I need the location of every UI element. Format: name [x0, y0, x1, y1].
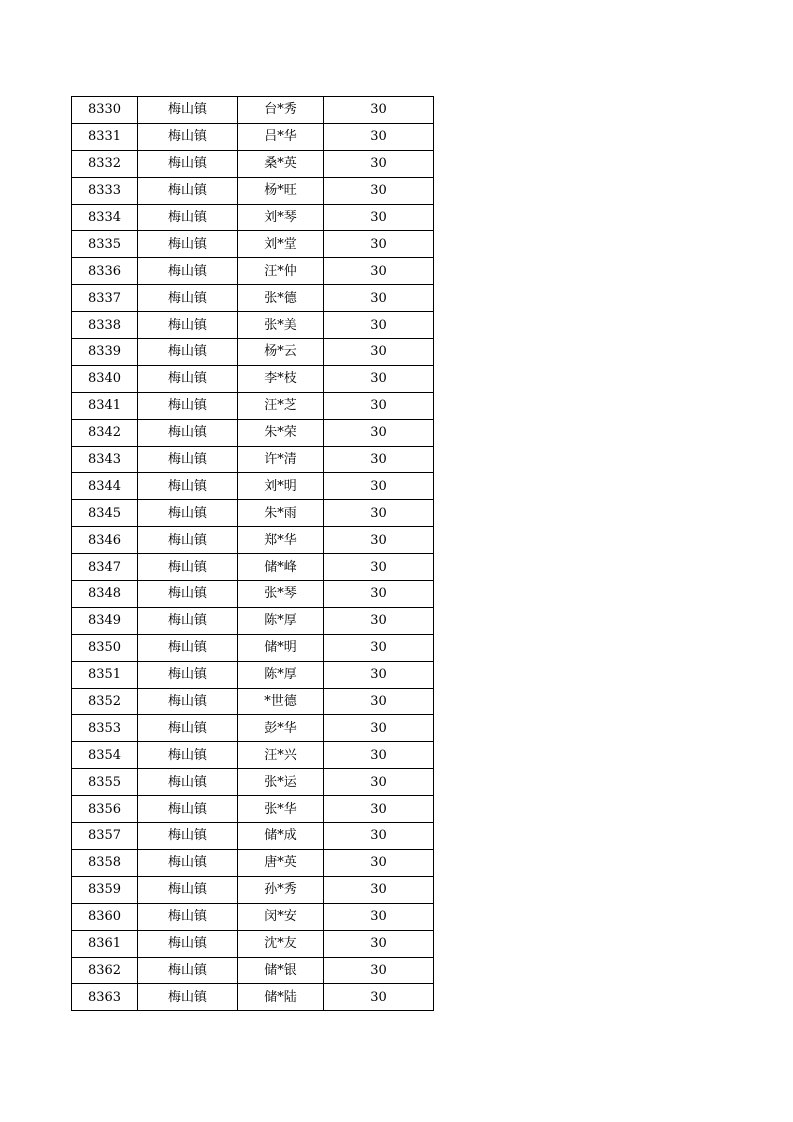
row-id-cell: 8360 — [72, 903, 138, 930]
amount-cell: 30 — [324, 903, 434, 930]
town-cell: 梅山镇 — [138, 849, 238, 876]
amount-cell: 30 — [324, 823, 434, 850]
name-cell: 郑*华 — [238, 527, 324, 554]
town-cell: 梅山镇 — [138, 123, 238, 150]
town-cell: 梅山镇 — [138, 688, 238, 715]
name-cell: 刘*琴 — [238, 204, 324, 231]
town-cell: 梅山镇 — [138, 392, 238, 419]
table-body — [72, 97, 434, 1011]
table-row — [72, 581, 434, 608]
town-cell: 梅山镇 — [138, 527, 238, 554]
town-cell: 梅山镇 — [138, 312, 238, 339]
amount-cell: 30 — [324, 446, 434, 473]
town-cell: 梅山镇 — [138, 285, 238, 312]
row-id-cell: 8335 — [72, 231, 138, 258]
table-row — [72, 500, 434, 527]
name-cell: 杨*旺 — [238, 177, 324, 204]
amount-cell: 30 — [324, 419, 434, 446]
table-row — [72, 876, 434, 903]
row-id-cell: 8341 — [72, 392, 138, 419]
amount-cell: 30 — [324, 150, 434, 177]
town-cell: 梅山镇 — [138, 796, 238, 823]
town-cell: 梅山镇 — [138, 903, 238, 930]
town-cell: 梅山镇 — [138, 930, 238, 957]
town-cell: 梅山镇 — [138, 231, 238, 258]
name-cell: 储*陆 — [238, 984, 324, 1011]
name-cell: 汪*兴 — [238, 742, 324, 769]
amount-cell: 30 — [324, 849, 434, 876]
table-row — [72, 715, 434, 742]
town-cell: 梅山镇 — [138, 984, 238, 1011]
table-row — [72, 554, 434, 581]
name-cell: 张*德 — [238, 285, 324, 312]
name-cell: 台*秀 — [238, 97, 324, 124]
town-cell: 梅山镇 — [138, 769, 238, 796]
row-id-cell: 8339 — [72, 339, 138, 366]
table-row — [72, 446, 434, 473]
town-cell: 梅山镇 — [138, 715, 238, 742]
table-row — [72, 930, 434, 957]
table-row — [72, 365, 434, 392]
table-row — [72, 823, 434, 850]
table-row — [72, 688, 434, 715]
amount-cell: 30 — [324, 957, 434, 984]
town-cell: 梅山镇 — [138, 365, 238, 392]
name-cell: 张*华 — [238, 796, 324, 823]
table-row — [72, 419, 434, 446]
amount-cell: 30 — [324, 365, 434, 392]
table-row — [72, 258, 434, 285]
amount-cell: 30 — [324, 177, 434, 204]
town-cell: 梅山镇 — [138, 446, 238, 473]
name-cell: 杨*云 — [238, 339, 324, 366]
town-cell: 梅山镇 — [138, 634, 238, 661]
name-cell: 陈*厚 — [238, 607, 324, 634]
town-cell: 梅山镇 — [138, 876, 238, 903]
name-cell: 刘*堂 — [238, 231, 324, 258]
row-id-cell: 8337 — [72, 285, 138, 312]
town-cell: 梅山镇 — [138, 473, 238, 500]
table-row — [72, 97, 434, 124]
table-row — [72, 339, 434, 366]
row-id-cell: 8338 — [72, 312, 138, 339]
table-row — [72, 150, 434, 177]
amount-cell: 30 — [324, 500, 434, 527]
row-id-cell: 8352 — [72, 688, 138, 715]
row-id-cell: 8353 — [72, 715, 138, 742]
table-row — [72, 123, 434, 150]
table-row — [72, 849, 434, 876]
amount-cell: 30 — [324, 769, 434, 796]
amount-cell: 30 — [324, 984, 434, 1011]
row-id-cell: 8357 — [72, 823, 138, 850]
amount-cell: 30 — [324, 876, 434, 903]
town-cell: 梅山镇 — [138, 607, 238, 634]
row-id-cell: 8362 — [72, 957, 138, 984]
town-cell: 梅山镇 — [138, 742, 238, 769]
name-cell: 孙*秀 — [238, 876, 324, 903]
amount-cell: 30 — [324, 607, 434, 634]
town-cell: 梅山镇 — [138, 823, 238, 850]
table-row — [72, 903, 434, 930]
amount-cell: 30 — [324, 204, 434, 231]
amount-cell: 30 — [324, 581, 434, 608]
amount-cell: 30 — [324, 688, 434, 715]
row-id-cell: 8361 — [72, 930, 138, 957]
row-id-cell: 8342 — [72, 419, 138, 446]
amount-cell: 30 — [324, 527, 434, 554]
name-cell: 刘*明 — [238, 473, 324, 500]
name-cell: 沈*友 — [238, 930, 324, 957]
table-row — [72, 984, 434, 1011]
row-id-cell: 8347 — [72, 554, 138, 581]
name-cell: 储*成 — [238, 823, 324, 850]
amount-cell: 30 — [324, 312, 434, 339]
name-cell: 许*清 — [238, 446, 324, 473]
table-row — [72, 392, 434, 419]
town-cell: 梅山镇 — [138, 177, 238, 204]
table-row — [72, 957, 434, 984]
amount-cell: 30 — [324, 554, 434, 581]
amount-cell: 30 — [324, 473, 434, 500]
town-cell: 梅山镇 — [138, 581, 238, 608]
town-cell: 梅山镇 — [138, 150, 238, 177]
row-id-cell: 8331 — [72, 123, 138, 150]
table-row — [72, 769, 434, 796]
table-row — [72, 177, 434, 204]
row-id-cell: 8332 — [72, 150, 138, 177]
amount-cell: 30 — [324, 97, 434, 124]
row-id-cell: 8348 — [72, 581, 138, 608]
name-cell: 储*峰 — [238, 554, 324, 581]
amount-cell: 30 — [324, 634, 434, 661]
town-cell: 梅山镇 — [138, 957, 238, 984]
row-id-cell: 8359 — [72, 876, 138, 903]
row-id-cell: 8356 — [72, 796, 138, 823]
amount-cell: 30 — [324, 742, 434, 769]
name-cell: *世德 — [238, 688, 324, 715]
table-row — [72, 796, 434, 823]
amount-cell: 30 — [324, 258, 434, 285]
row-id-cell: 8346 — [72, 527, 138, 554]
row-id-cell: 8351 — [72, 661, 138, 688]
amount-cell: 30 — [324, 715, 434, 742]
row-id-cell: 8344 — [72, 473, 138, 500]
name-cell: 陈*厚 — [238, 661, 324, 688]
name-cell: 吕*华 — [238, 123, 324, 150]
name-cell: 汪*芝 — [238, 392, 324, 419]
name-cell: 张*运 — [238, 769, 324, 796]
table-row — [72, 607, 434, 634]
table-row — [72, 204, 434, 231]
table-row — [72, 527, 434, 554]
row-id-cell: 8358 — [72, 849, 138, 876]
name-cell: 朱*荣 — [238, 419, 324, 446]
town-cell: 梅山镇 — [138, 661, 238, 688]
table-row — [72, 634, 434, 661]
row-id-cell: 8349 — [72, 607, 138, 634]
name-cell: 唐*英 — [238, 849, 324, 876]
amount-cell: 30 — [324, 231, 434, 258]
row-id-cell: 8343 — [72, 446, 138, 473]
name-cell: 储*银 — [238, 957, 324, 984]
row-id-cell: 8354 — [72, 742, 138, 769]
name-cell: 朱*雨 — [238, 500, 324, 527]
table-row — [72, 742, 434, 769]
town-cell: 梅山镇 — [138, 419, 238, 446]
name-cell: 闵*安 — [238, 903, 324, 930]
town-cell: 梅山镇 — [138, 339, 238, 366]
row-id-cell: 8363 — [72, 984, 138, 1011]
row-id-cell: 8340 — [72, 365, 138, 392]
name-cell: 李*枝 — [238, 365, 324, 392]
row-id-cell: 8333 — [72, 177, 138, 204]
town-cell: 梅山镇 — [138, 500, 238, 527]
town-cell: 梅山镇 — [138, 204, 238, 231]
amount-cell: 30 — [324, 796, 434, 823]
row-id-cell: 8355 — [72, 769, 138, 796]
table-row — [72, 312, 434, 339]
amount-cell: 30 — [324, 661, 434, 688]
amount-cell: 30 — [324, 930, 434, 957]
amount-cell: 30 — [324, 339, 434, 366]
amount-cell: 30 — [324, 392, 434, 419]
amount-cell: 30 — [324, 285, 434, 312]
town-cell: 梅山镇 — [138, 554, 238, 581]
town-cell: 梅山镇 — [138, 258, 238, 285]
name-cell: 汪*仲 — [238, 258, 324, 285]
row-id-cell: 8330 — [72, 97, 138, 124]
town-cell: 梅山镇 — [138, 97, 238, 124]
row-id-cell: 8350 — [72, 634, 138, 661]
name-cell: 桑*英 — [238, 150, 324, 177]
row-id-cell: 8334 — [72, 204, 138, 231]
table-row — [72, 473, 434, 500]
row-id-cell: 8336 — [72, 258, 138, 285]
table-row — [72, 231, 434, 258]
table-row — [72, 285, 434, 312]
row-id-cell: 8345 — [72, 500, 138, 527]
data-table — [71, 96, 434, 1011]
amount-cell: 30 — [324, 123, 434, 150]
name-cell: 张*美 — [238, 312, 324, 339]
table-row — [72, 661, 434, 688]
name-cell: 彭*华 — [238, 715, 324, 742]
name-cell: 储*明 — [238, 634, 324, 661]
name-cell: 张*琴 — [238, 581, 324, 608]
